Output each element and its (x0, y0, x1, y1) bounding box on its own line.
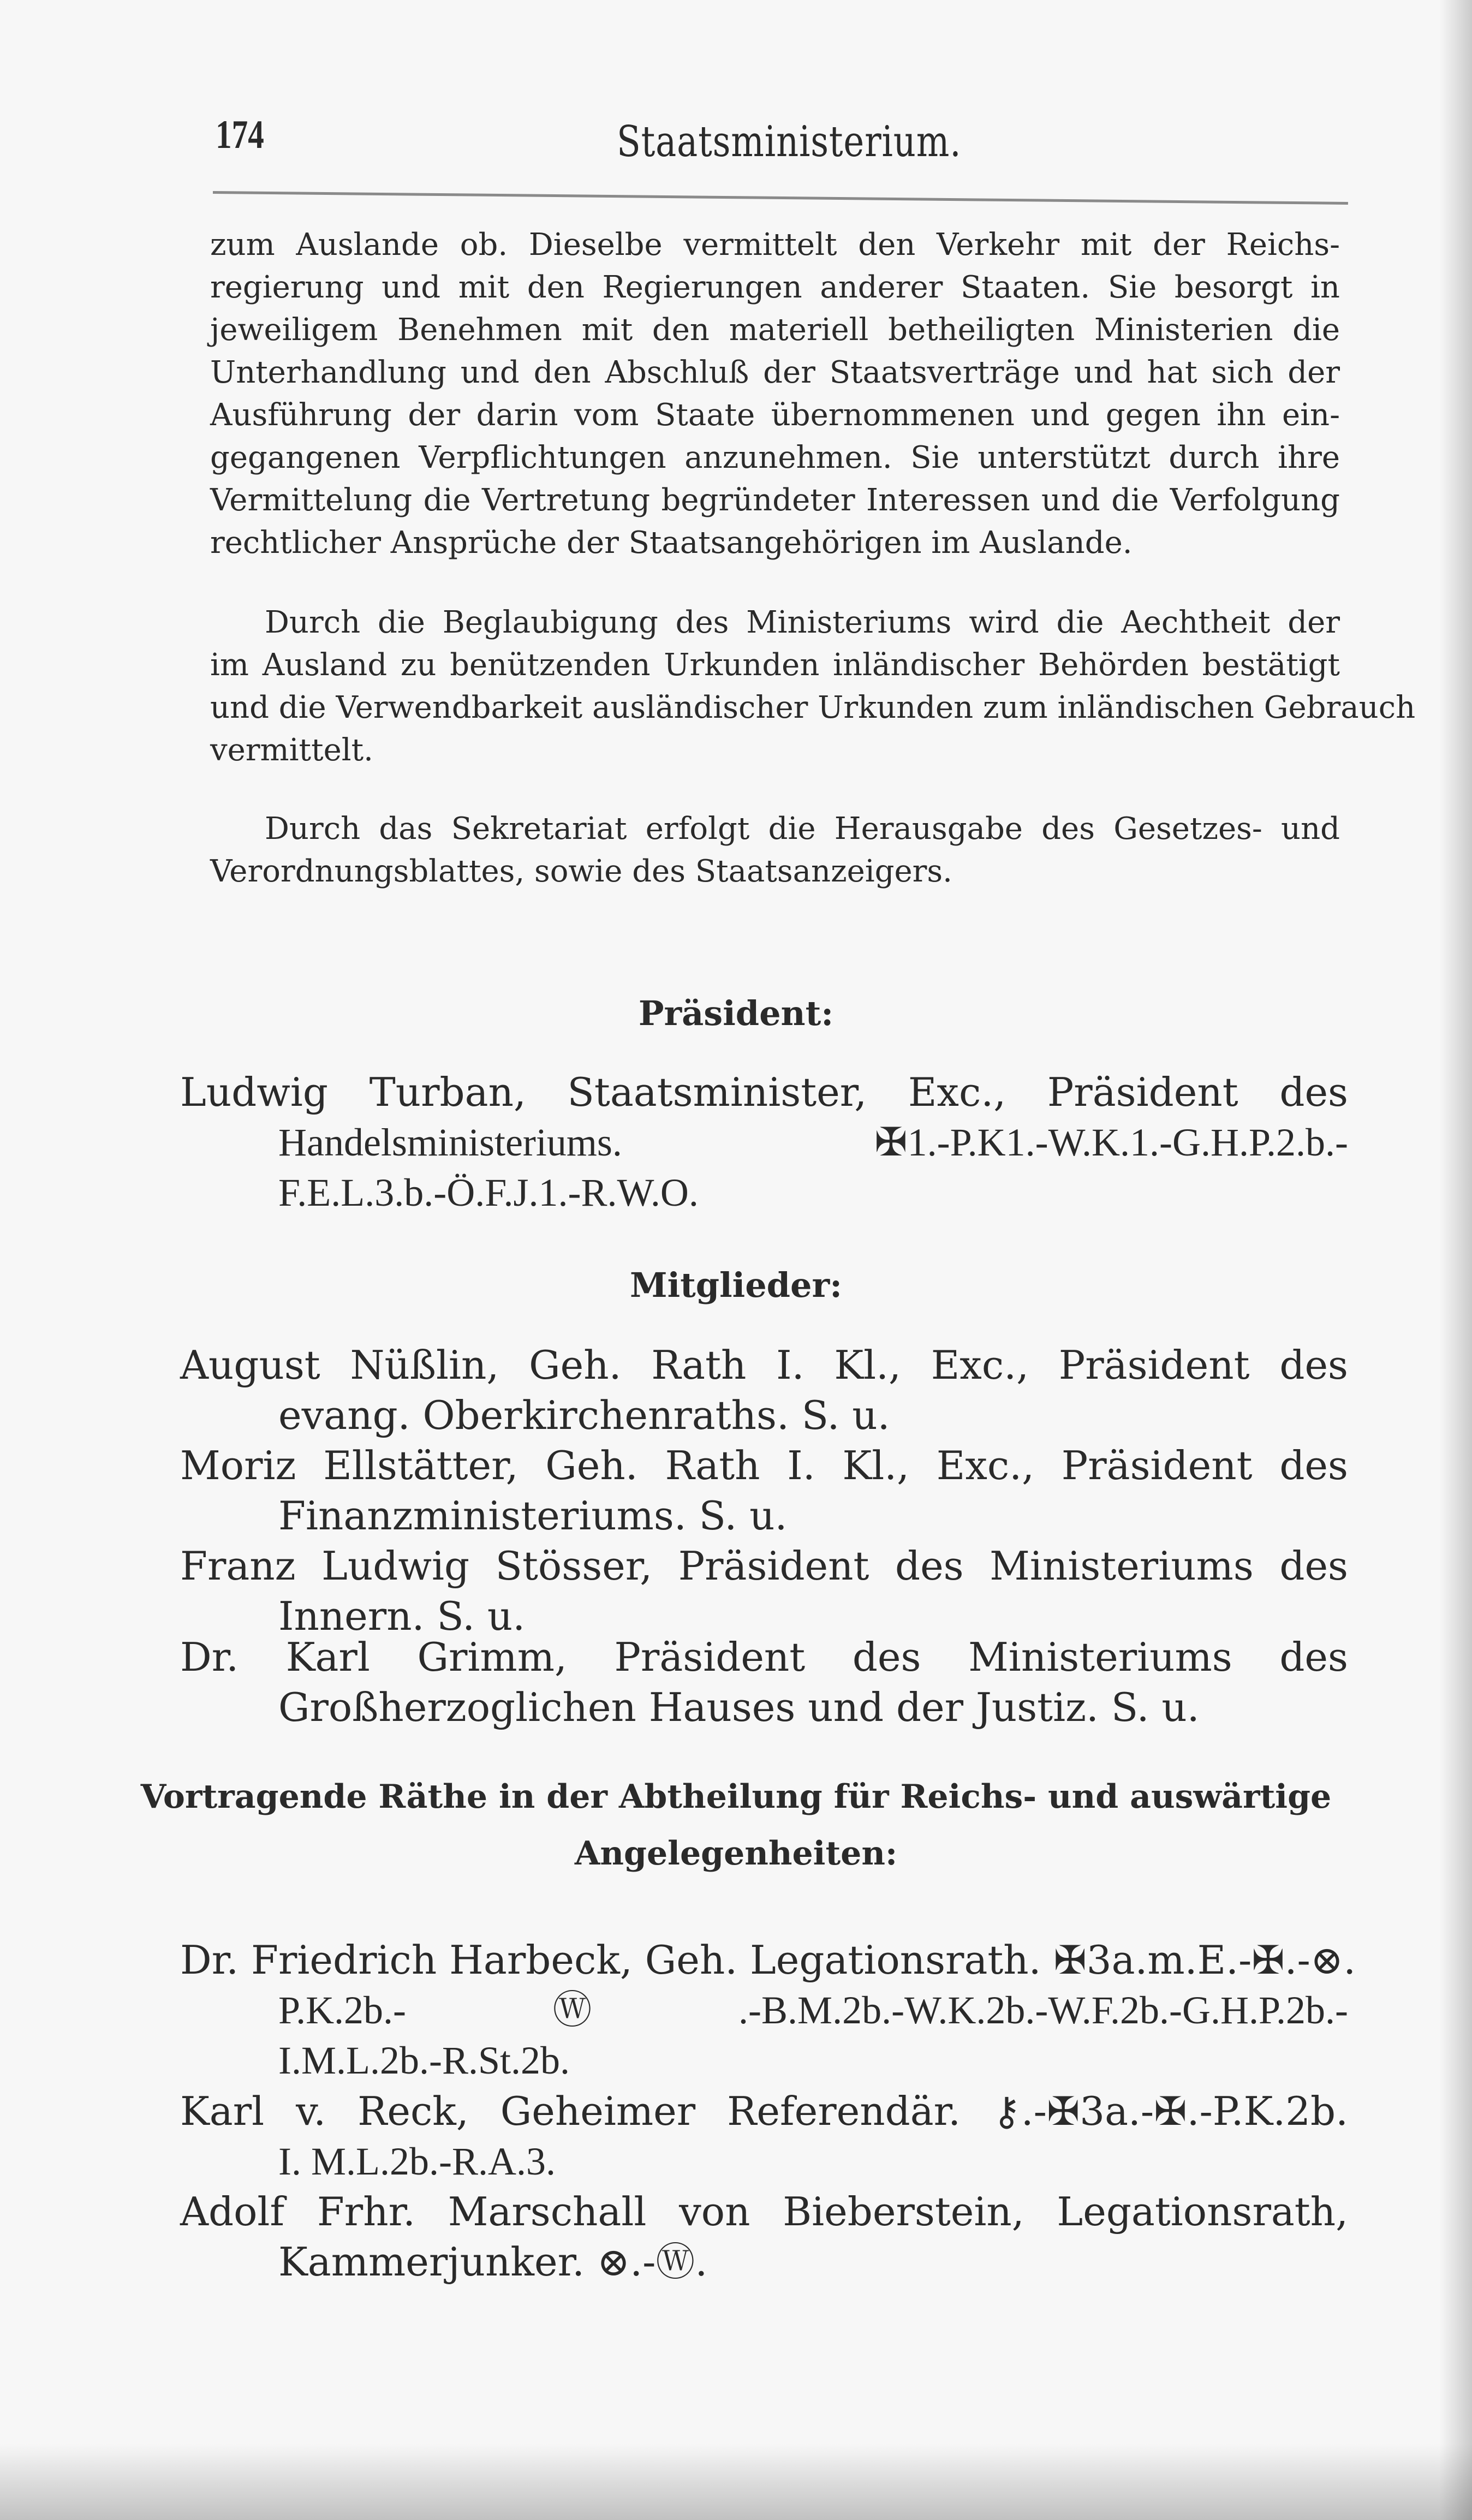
member-entry (180, 1340, 1348, 1440)
councillors-heading (0, 1768, 1472, 1882)
president-heading: Präsident: (638, 993, 834, 1033)
entry-line: Finanzministeriums. S. u. (278, 1493, 788, 1539)
text-line: regierung und mit den Regierungen anderer Staaten. Sie besorgt in (210, 270, 1340, 305)
heading-line: Angelegenheiten: (574, 1834, 898, 1873)
header-rule (213, 191, 1348, 205)
page-number: 174 (216, 112, 264, 157)
entry-line: P.K.2b.-Ⓦ.-B.M.2b.-W.K.2b.-W.F.2b.-G.H.P.2b.- (278, 1988, 1348, 2032)
entry-line: Kammerjunker. ⊗.-Ⓦ. (278, 2239, 708, 2285)
entry-line: Moriz Ellstätter, Geh. Rath I. Kl., Exc., Präsident des (180, 1443, 1348, 1488)
entry-line: August Nüßlin, Geh. Rath I. Kl., Exc., Präsident des (180, 1342, 1348, 1388)
page-edge-shadow (1439, 0, 1472, 2520)
members-heading: Mitglieder: (629, 1265, 843, 1305)
running-title: Staatsministerium. (617, 117, 962, 166)
entry-line: Großherzoglichen Hauses und der Justiz. S. u. (278, 1684, 1200, 1730)
text-line: rechtlicher Ansprüche der Staatsangehörigen im Auslande. (210, 525, 1133, 561)
heading-line: Vortragende Räthe in der Abtheilung für Reichs- und auswärtige (140, 1778, 1332, 1816)
text-line: und die Verwendbarkeit ausländischer Urkunden zum inländischen Gebrauch (210, 690, 1416, 725)
entry-line: Dr. Friedrich Harbeck, Geh. Legationsrath. ✠3a.m.E.-✠.-⊗. (180, 1937, 1356, 1983)
entry-line: Ludwig Turban, Staatsminister, Exc., Präsident des (180, 1069, 1348, 1115)
entry-line: Handelsministeriums. ✠1.-P.K1.-W.K.1.-G.H.P.2.b.- (278, 1121, 1348, 1164)
councillor-entry (180, 1935, 1356, 2086)
entry-line: Karl v. Reck, Geheimer Referendär. ⚷.-✠3a.-✠.-P.K.2b. (180, 2088, 1348, 2134)
entry-line: I. M.L.2b.-R.A.3. (278, 2140, 556, 2183)
entry-line: evang. Oberkirchenraths. S. u. (278, 1392, 890, 1438)
text-line: Vermittelung die Vertretung begründeter Interessen und die Verfolgung (210, 482, 1340, 518)
page-bottom-shadow (0, 2444, 1472, 2520)
text-line: Durch das Sekretariat erfolgt die Herausgabe des Gesetzes- und (265, 811, 1340, 847)
member-entry (180, 1632, 1348, 1732)
entry-line: Dr. Karl Grimm, Präsident des Ministeriums des (180, 1634, 1348, 1680)
president-entry (180, 1067, 1348, 1218)
intro-paragraph-3 (210, 808, 1340, 893)
entry-line: F.E.L.3.b.-Ö.F.J.1.-R.W.O. (278, 1171, 699, 1214)
member-entry (180, 1541, 1348, 1641)
text-line: gegangenen Verpflichtungen anzunehmen. Sie unterstützt durch ihre (210, 440, 1340, 475)
text-line: Durch die Beglaubigung des Ministeriums wird die Aechtheit der (265, 605, 1340, 640)
entry-line: Adolf Frhr. Marschall von Bieberstein, Legationsrath, (180, 2189, 1348, 2235)
councillor-entry (180, 2187, 1348, 2287)
entry-line: Franz Ludwig Stösser, Präsident des Ministeriums des (180, 1543, 1348, 1589)
councillor-entry (180, 2086, 1348, 2187)
text-line: im Ausland zu benützenden Urkunden inländischer Behörden bestätigt (210, 647, 1340, 683)
entry-line: Innern. S. u. (278, 1593, 526, 1639)
text-line: Verordnungsblattes, sowie des Staatsanzeigers. (210, 854, 952, 889)
text-line: Ausführung der darin vom Staate übernommenen und gegen ihn ein- (210, 397, 1340, 433)
entry-line: I.M.L.2b.-R.St.2b. (278, 2039, 570, 2082)
member-entry (180, 1440, 1348, 1541)
text-line: vermittelt. (210, 732, 373, 768)
intro-paragraph-1 (210, 224, 1340, 564)
text-line: zum Auslande ob. Dieselbe vermittelt den Verkehr mit der Reichs- (210, 227, 1340, 263)
intro-paragraph-2 (210, 601, 1416, 772)
text-line: Unterhandlung und den Abschluß der Staatsverträge und hat sich der (210, 355, 1340, 390)
text-line: jeweiligem Benehmen mit den materiell betheiligten Ministerien die (210, 312, 1340, 348)
